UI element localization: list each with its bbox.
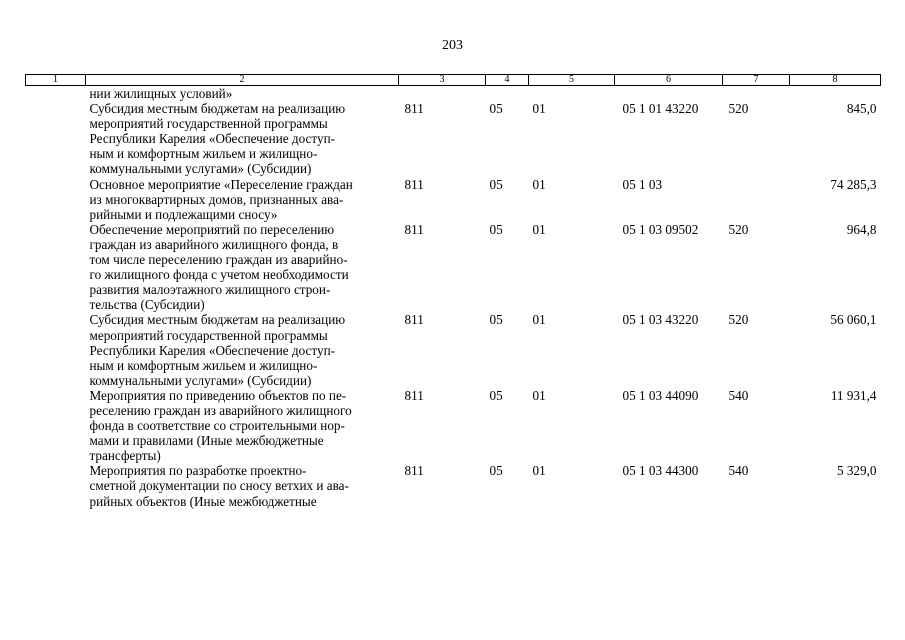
table-row [26, 388, 881, 463]
cell-target-code [615, 86, 723, 102]
column-header-4: 4 [486, 75, 529, 86]
cell-department: 811 [404, 312, 424, 328]
cell-amount: 56 060,1 [830, 312, 877, 328]
cell-department: 811 [404, 176, 424, 192]
table-row [26, 177, 881, 222]
cell-section: 05 [489, 176, 503, 192]
cell-amount: 964,8 [846, 221, 877, 237]
column-header-1: 1 [26, 75, 86, 86]
cell-expense-type: 520 [728, 312, 749, 328]
table-row [26, 222, 881, 313]
cell-target-code: 05 1 03 [622, 176, 663, 192]
cell-empty [26, 222, 86, 313]
cell-subsection [529, 86, 615, 102]
column-header-5: 5 [529, 75, 615, 86]
cell-subsection: 01 [532, 221, 546, 237]
cell-empty [26, 388, 86, 463]
column-header-6: 6 [615, 75, 723, 86]
cell-expense-type: 540 [728, 463, 749, 479]
cell-subsection: 01 [532, 463, 546, 479]
cell-expense-type: 520 [728, 221, 749, 237]
column-header-7: 7 [723, 75, 790, 86]
table-row [26, 86, 881, 102]
column-header-2: 2 [86, 75, 399, 86]
budget-table [25, 74, 881, 509]
cell-section: 05 [489, 101, 503, 117]
cell-target-code: 05 1 03 44090 [622, 387, 699, 403]
column-header-3: 3 [399, 75, 486, 86]
cell-subsection: 01 [532, 176, 546, 192]
column-header-8: 8 [790, 75, 881, 86]
page-number: 203 [442, 38, 463, 53]
cell-empty [26, 177, 86, 222]
cell-amount: 11 931,4 [830, 387, 877, 403]
cell-target-code: 05 1 03 44300 [622, 463, 699, 479]
cell-description: Мероприятия по приведению объектов по пе- реселению граждан из аварийного жилищного фонда в соответствие со строительными нор- мами и правилами (Иные межбюджетные трансферты) [89, 387, 352, 464]
cell-target-code: 05 1 01 43220 [622, 101, 699, 117]
cell-empty [26, 86, 86, 102]
cell-department: 811 [404, 463, 424, 479]
cell-expense-type [723, 86, 790, 102]
cell-description: Субсидия местным бюджетам на реализацию мероприятий государственной программы Республики Карелия «Обеспечение доступ- ным и комфортным жильем и жилищно- коммунальными услугами» (Субсидии) [89, 312, 346, 388]
cell-amount: 74 285,3 [830, 176, 877, 192]
cell-amount: 5 329,0 [836, 463, 877, 479]
cell-section: 05 [489, 387, 503, 403]
cell-section: 05 [489, 463, 503, 479]
cell-subsection: 01 [532, 101, 546, 117]
cell-expense-type: 540 [728, 387, 749, 403]
cell-department: 811 [404, 221, 424, 237]
cell-description: Субсидия местным бюджетам на реализацию мероприятий государственной программы Республики Карелия «Обеспечение доступ- ным и комфортным жильем и жилищно- коммунальными услугами» (Субсидии) [89, 101, 346, 177]
table-header-row [26, 75, 881, 86]
cell-subsection: 01 [532, 387, 546, 403]
cell-target-code: 05 1 03 43220 [622, 312, 699, 328]
cell-description: Основное мероприятие «Переселение граждан из многоквартирных домов, признанных ава- рийными и подлежащими сносу» [89, 176, 353, 222]
cell-expense-type: 520 [728, 101, 749, 117]
cell-subsection: 01 [532, 312, 546, 328]
cell-target-code: 05 1 03 09502 [622, 221, 699, 237]
cell-description: Обеспечение мероприятий по переселению граждан из аварийного жилищного фонда, в том числе переселению граждан из аварийно- го жилищного фонда с учетом необходимости развития малоэтажного жилищного строи- тельства (Субсидии) [89, 221, 349, 313]
cell-description: Мероприятия по разработке проектно- сметной документации по сносу ветхих и ава- рийных объектов (Иные межбюджетные [89, 463, 349, 509]
cell-empty [26, 463, 86, 508]
cell-amount [790, 86, 881, 102]
cell-description: нии жилищных условий» [89, 86, 233, 101]
table-row [26, 101, 881, 176]
cell-section [486, 86, 529, 102]
cell-empty [26, 101, 86, 176]
table-row [26, 312, 881, 387]
cell-department [399, 86, 486, 102]
cell-department: 811 [404, 387, 424, 403]
cell-department: 811 [404, 101, 424, 117]
cell-amount: 845,0 [846, 101, 877, 117]
cell-section: 05 [489, 221, 503, 237]
cell-expense-type [723, 177, 790, 222]
cell-empty [26, 312, 86, 387]
cell-section: 05 [489, 312, 503, 328]
table-row [26, 463, 881, 508]
